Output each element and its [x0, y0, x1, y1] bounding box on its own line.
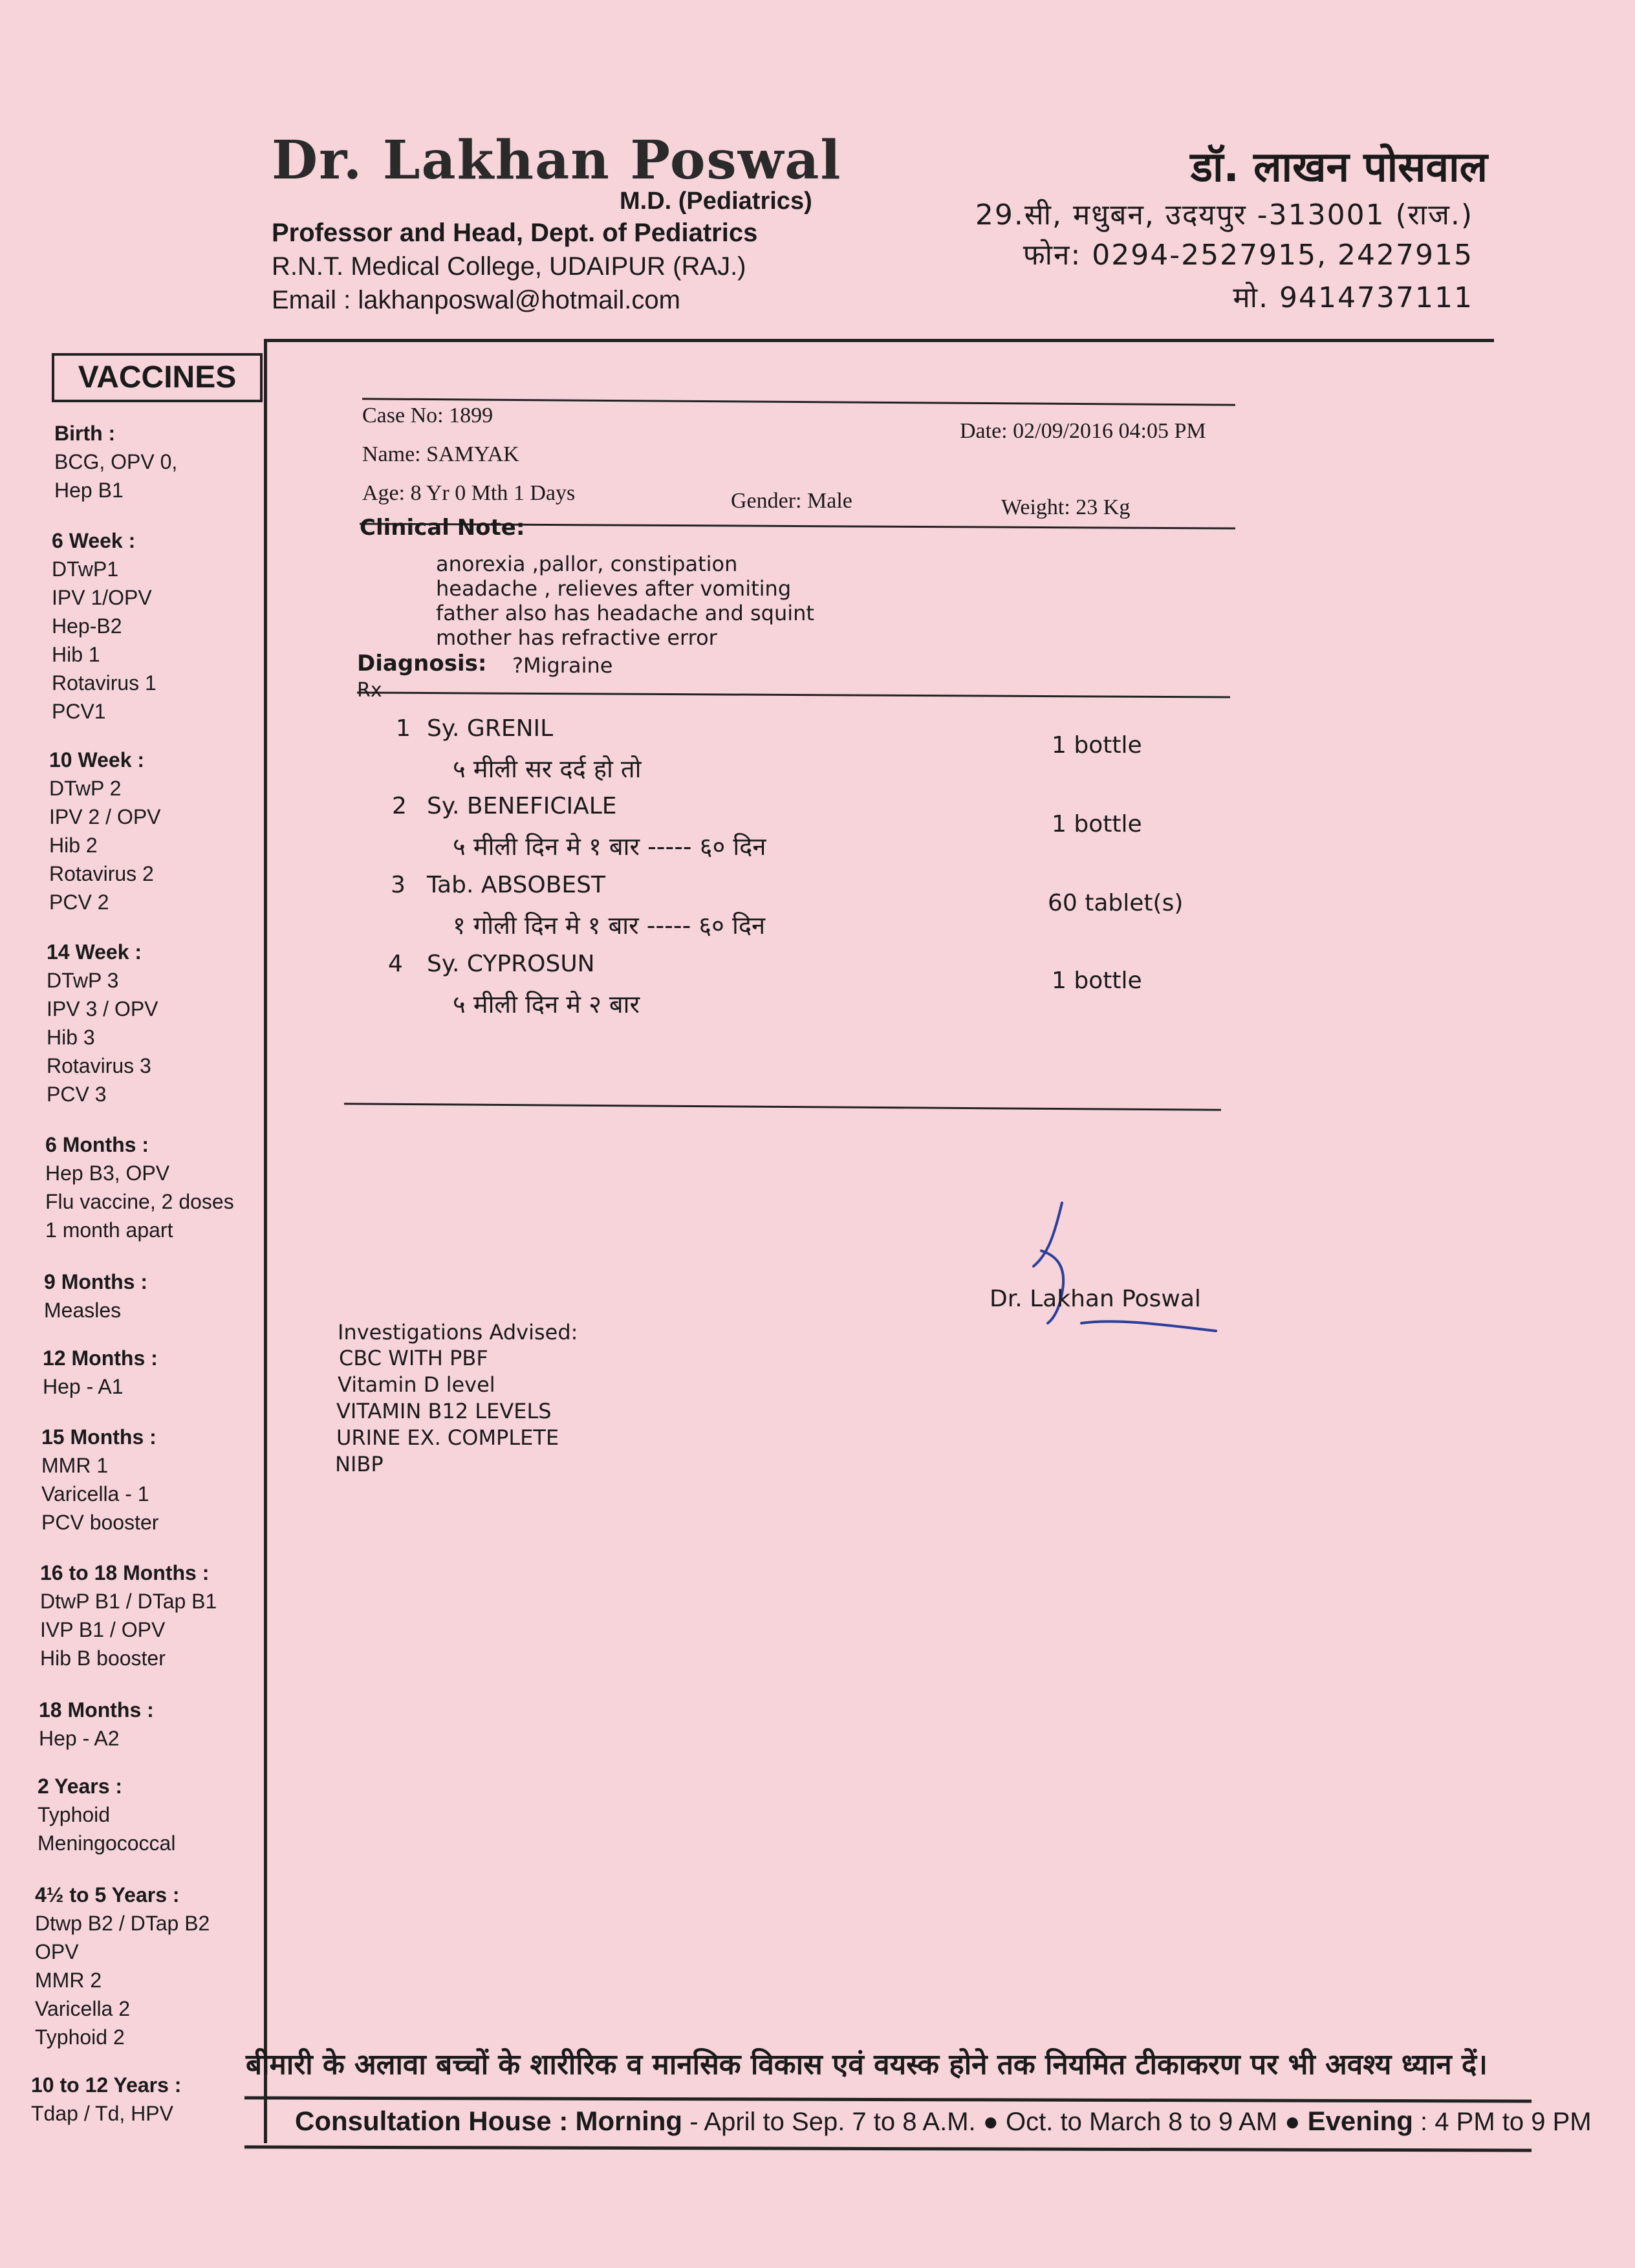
investigation-item: URINE EX. COMPLETE [336, 1425, 559, 1450]
rx-medicine-name: Sy. GRENIL [427, 715, 554, 742]
vaccine-item: DTwP 2 [49, 777, 122, 800]
hours-label: Consultation House : [295, 2106, 568, 2136]
vaccine-item: Measles [44, 1299, 122, 1322]
clinical-note-line: anorexia ,pallor, constipation [436, 552, 738, 576]
vaccine-group-label: 10 Week : [49, 748, 145, 772]
clinical-note-label: Clinical Note: [360, 515, 525, 541]
doctor-title: Professor and Head, Dept. of Pediatrics [272, 219, 758, 247]
vaccine-group-label: 6 Months : [45, 1133, 149, 1156]
vaccine-item: Hep B3, OPV [45, 1161, 170, 1185]
vaccine-group-label: 14 Week : [47, 940, 142, 964]
vaccine-group-label: 15 Months : [41, 1425, 157, 1449]
sidebar-divider [264, 339, 267, 2143]
vaccine-item: OPV [35, 1940, 79, 1963]
vaccine-item: IPV 2 / OPV [49, 805, 161, 828]
doctor-college: R.N.T. Medical College, UDAIPUR (RAJ.) [272, 252, 746, 281]
vaccine-item: Hib B booster [40, 1647, 166, 1670]
vaccine-item: Rotavirus 3 [47, 1054, 151, 1077]
doctor-email: Email : lakhanposwal@hotmail.com [272, 286, 680, 314]
vaccine-item: IVP B1 / OPV [40, 1618, 166, 1641]
vaccine-group-label: 6 Week : [52, 529, 136, 552]
vaccine-group [54, 419, 177, 504]
patient-top-rule [362, 398, 1235, 405]
rx-direction: ५ मीली सर दर्द हो तो [453, 755, 642, 783]
evening-label: Evening [1307, 2106, 1413, 2136]
doctor-name-hindi: डॉ. लाखन पोसवाल [1190, 144, 1488, 191]
vaccine-item: Typhoid 2 [35, 2025, 125, 2049]
evening-text: : 4 PM to 9 PM [1413, 2108, 1592, 2136]
vaccine-item: Hep-B2 [52, 614, 122, 638]
vaccine-group-label: 18 Months : [39, 1698, 154, 1722]
diagnosis-value: ?Migraine [512, 653, 613, 678]
vaccine-item: MMR 2 [35, 1969, 102, 1992]
rx-number: 3 [391, 872, 406, 898]
investigation-item: CBC WITH PBF [339, 1346, 488, 1370]
vaccine-group-label: 2 Years : [38, 1775, 123, 1798]
patient-gender: Gender: Male [731, 489, 852, 513]
signature-mark [1022, 1196, 1229, 1345]
rx-number: 4 [388, 951, 403, 977]
vaccines-title: VACCINES [52, 353, 263, 402]
vaccine-item: Flu vaccine, 2 doses [45, 1190, 234, 1213]
patient-weight: Weight: 23 Kg [1001, 495, 1131, 519]
clinical-note-line: father also has headache and squint [436, 601, 814, 625]
vaccine-item: IPV 1/OPV [52, 586, 152, 609]
vaccine-item: Rotavirus 1 [52, 671, 157, 695]
vaccine-group [35, 1881, 210, 2051]
footer-hindi-note: बीमारी के अलावा बच्चों के शारीरिक व मानसिक विकास एवं वयस्क होने तक नियमित टीकाकरण पर भी अवश्य ध्यान दें। [246, 2048, 1488, 2081]
vaccine-item: BCG, OPV 0, [54, 450, 178, 473]
vaccine-item: Typhoid [38, 1803, 111, 1826]
doctor-degree: M.D. (Pediatrics) [620, 188, 812, 215]
rx-label: Rx [357, 679, 382, 702]
morning-text: - April to Sep. 7 to 8 A.M. ● Oct. to March 8 to 9 AM ● [682, 2108, 1308, 2136]
vaccine-item: Hep B1 [54, 479, 124, 502]
signature-name: Dr. Lakhan Poswal [990, 1286, 1201, 1312]
vaccine-item: PCV1 [52, 700, 106, 723]
address-hindi: 29.सी, मधुबन, उदयपुर -313001 (राज.) [975, 199, 1473, 232]
rx-quantity: 1 bottle [1052, 811, 1142, 837]
mobile-hindi: मो. 9414737111 [1233, 281, 1473, 314]
vaccine-group [52, 526, 157, 726]
diagnosis-rule [357, 691, 1230, 698]
vaccine-group-label: 4½ to 5 Years : [35, 1883, 180, 1906]
diagnosis-label: Diagnosis: [357, 651, 487, 676]
vaccine-group-label: 16 to 18 Months : [40, 1561, 210, 1584]
rx-number: 2 [392, 793, 407, 819]
rx-quantity: 1 bottle [1052, 967, 1142, 994]
vaccine-group [40, 1559, 217, 1672]
patient-age: Age: 8 Yr 0 Mth 1 Days [362, 481, 576, 505]
visit-date: Date: 02/09/2016 04:05 PM [960, 419, 1206, 443]
investigation-item: VITAMIN B12 LEVELS [336, 1399, 552, 1423]
rx-direction: ५ मीली दिन मे १ बार ----- ६० दिन [453, 832, 766, 861]
vaccine-item: Hib 1 [52, 643, 100, 666]
investigations-label: Investigations Advised: [338, 1320, 578, 1345]
rx-medicine-name: Sy. CYPROSUN [427, 951, 595, 977]
vaccine-group [47, 938, 158, 1108]
investigation-item: Vitamin D level [338, 1372, 495, 1397]
rx-number: 1 [396, 715, 411, 742]
vaccine-group-label: Birth : [54, 422, 116, 445]
vaccine-group [39, 1696, 154, 1753]
vaccine-item: 1 month apart [45, 1218, 173, 1242]
vaccine-item: Rotavirus 2 [49, 862, 154, 885]
rx-medicine-name: Sy. BENEFICIALE [427, 793, 617, 819]
patient-name: Name: SAMYAK [362, 442, 519, 466]
vaccine-item: Hep - A2 [39, 1727, 120, 1750]
footer-rule-bottom [244, 2145, 1532, 2152]
header-divider [265, 339, 1494, 342]
rx-direction: ५ मीली दिन मे २ बार [453, 990, 640, 1019]
vaccine-item: Varicella - 1 [41, 1482, 149, 1506]
vaccine-item: IPV 3 / OPV [47, 997, 158, 1021]
vaccine-item: Varicella 2 [35, 1997, 131, 2020]
vaccine-item: MMR 1 [41, 1454, 109, 1477]
rx-quantity: 60 tablet(s) [1048, 890, 1184, 916]
vaccine-item: PCV 2 [49, 891, 109, 914]
vaccine-item: PCV 3 [47, 1083, 107, 1106]
vaccine-item: PCV booster [41, 1511, 159, 1534]
vaccine-item: Hib 2 [49, 834, 98, 857]
investigation-item: NIBP [335, 1452, 384, 1476]
doctor-name: Dr. Lakhan Poswal [272, 129, 842, 191]
vaccine-group-label: 12 Months : [43, 1346, 158, 1370]
vaccine-group-label: 9 Months : [44, 1270, 147, 1293]
vaccine-item: DTwP1 [52, 557, 119, 581]
consultation-hours [295, 2106, 1592, 2137]
morning-label: Morning [575, 2106, 683, 2136]
vaccine-item: Hep - A1 [43, 1375, 124, 1398]
vaccine-group [41, 1423, 158, 1537]
vaccine-item: DTwP 3 [47, 969, 119, 992]
vaccine-item: DtwP B1 / DTap B1 [40, 1590, 217, 1613]
rx-direction: १ गोली दिन मे १ बार ----- ६० दिन [453, 911, 766, 940]
vaccine-group [38, 1772, 175, 1857]
vaccine-group-label: 10 to 12 Years : [31, 2073, 182, 2097]
vaccine-item: Hib 3 [47, 1026, 95, 1049]
clinical-note-line: headache , relieves after vomiting [436, 576, 792, 601]
rx-medicine-name: Tab. ABSOBEST [427, 872, 605, 898]
vaccine-item: Meningococcal [38, 1831, 176, 1855]
vaccine-group [44, 1268, 147, 1324]
vaccine-group [45, 1130, 234, 1244]
rx-quantity: 1 bottle [1052, 732, 1142, 759]
vaccine-group [49, 746, 161, 916]
case-number: Case No: 1899 [362, 404, 493, 427]
rx-end-rule [344, 1103, 1221, 1110]
vaccine-item: Dtwp B2 / DTap B2 [35, 1912, 210, 1935]
clinical-note-line: mother has refractive error [436, 625, 717, 650]
vaccine-item: Tdap / Td, HPV [31, 2102, 173, 2125]
vaccine-group [43, 1344, 158, 1401]
vaccine-group [31, 2071, 181, 2128]
footer-rule-top [244, 2096, 1532, 2102]
phone-hindi: फोन: 0294-2527915, 2427915 [1023, 239, 1473, 272]
